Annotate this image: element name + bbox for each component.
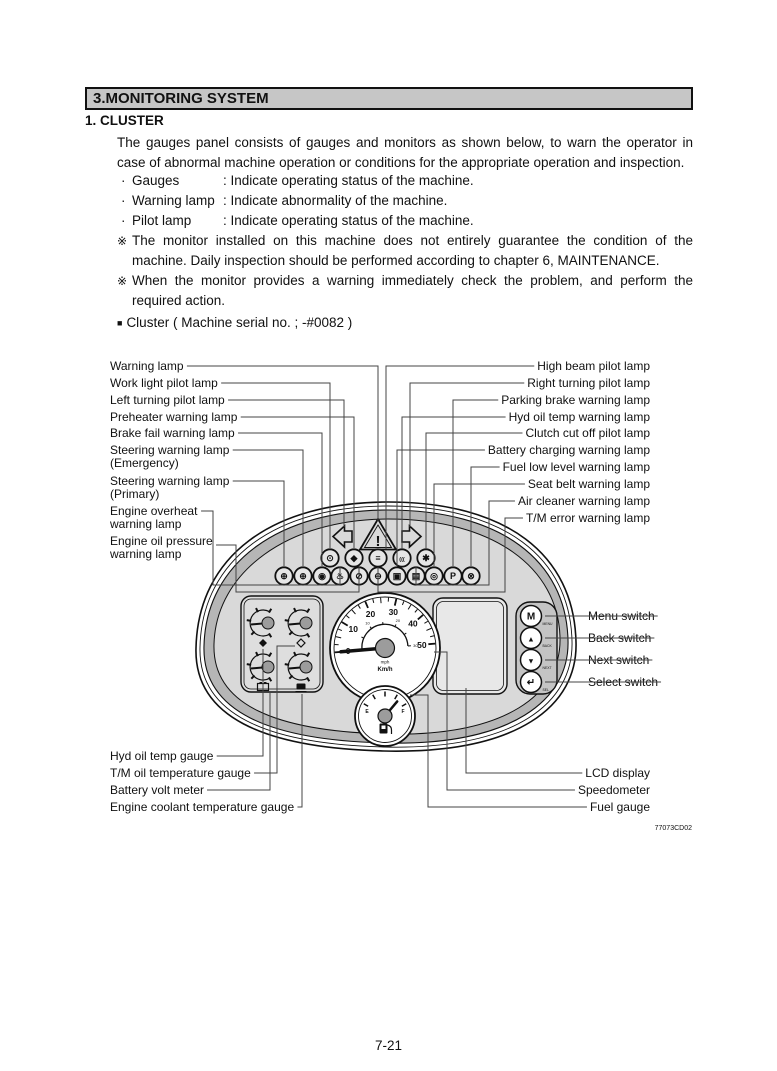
next-switch-label: Next switch [588,653,650,667]
intro-paragraph: The gauges panel consists of gauges and monitors as shown below, to warn the operator in case of abnormal machine operation or conditions for the appropriate operation and inspection. [117,135,693,170]
next-switch-tiny-label: NEXT [542,666,552,670]
speedometer-inner-number: 0 [353,648,356,654]
engine-oil-pressure-warning-icon: ⊘ [355,571,363,581]
warning-triangle-exclamation: ! [375,533,381,550]
lcd-display [433,598,507,694]
back-switch-label: Back switch [588,631,652,645]
menu-switch-glyph: M [526,611,536,623]
speedometer-scale-number: 0 [345,646,351,657]
parking-brake-warning-icon: P [449,571,457,581]
brake-fail-warning-icon: ◉ [318,571,326,581]
clutch-cut-off-pilot-icon: ✱ [422,553,430,563]
reference-mark-icon: ※ [117,274,128,288]
preheater-warning-icon [345,549,362,566]
hyd-oil-temp-warning-lamp-label: Hyd oil temp warning lamp [508,410,650,424]
speedometer-knob [376,639,395,658]
select-switch-tiny-label: SEL [542,688,549,692]
high-beam-pilot-icon [369,549,386,566]
high-beam-pilot-lamp-label: High beam pilot lamp [537,359,650,373]
work-light-pilot-icon: ⊙ [326,553,334,563]
note-item [117,271,693,311]
steering-primary-warning-icon: ⊕ [280,571,288,581]
menu-switch-tiny-label: MENU [542,622,553,626]
battery-charging-warning-icon [388,567,405,584]
battery-volt-meter-label: Battery volt meter [110,783,205,797]
battery-charging-warning-lamp-label: Battery charging warning lamp [487,443,650,457]
bullet-marker: · [121,173,126,188]
speedometer-inner-number: 10 [365,620,370,626]
engine-oil-pressure-label: Engine oil pressure warning lamp [110,534,213,561]
note-item [117,231,693,271]
cluster-caption [117,315,352,330]
battery-charging-warning-icon: ▣ [392,571,402,581]
brake-fail-warning-icon [313,567,330,584]
tm-error-warning-icon: ▤ [411,571,421,581]
section-heading: 1. CLUSTER [85,113,164,128]
page-title-bar [85,87,693,110]
bullet-list [121,171,693,231]
engine-coolant-temperature-gauge-label: Engine coolant temperature gauge [110,800,295,814]
fuel-knob [378,709,392,723]
tick [335,652,342,653]
fuel-empty-letter: E [365,709,369,715]
select-switch-label: Select switch [588,675,659,689]
note-list [117,231,693,311]
bullet-desc: : Indicate abnormality of the machine. [223,193,448,208]
engine-overheat-warning-icon: ♨ [335,571,345,581]
back-switch-glyph: ▲ [527,634,535,644]
preheater-warning-icon: ◆ [350,553,358,563]
speedometer-scale-number: 10 [348,623,359,634]
bullet-term: Warning lamp [132,193,215,208]
page-number: 7-21 [374,1038,403,1053]
bullet-item [121,211,693,231]
reference-mark-icon: ※ [117,234,128,248]
speedometer-inner-number: 30 [413,642,418,648]
hyd-oil-temp-gauge-label: Hyd oil temp gauge [110,749,214,763]
air-cleaner-warning-icon: ◎ [430,571,438,581]
speedometer-scale-number: 40 [408,618,418,629]
fuel-low-level-warning-lamp-label: Fuel low level warning lamp [502,460,650,474]
square-bullet-icon: ■ [117,317,123,328]
t-m-oil-temperature-gauge-label: T/M oil temperature gauge [110,766,251,780]
t-m-error-warning-lamp-label: T/M error warning lamp [525,511,650,525]
seat-belt-warning-icon: ⊖ [374,571,382,581]
speed-unit-mph: mph [380,659,390,665]
right-turning-pilot-lamp-label: Right turning pilot lamp [527,376,650,390]
speedometer-scale-number: 30 [388,606,399,617]
work-light-pilot-icon [321,549,338,566]
bullet-term: Gauges [132,173,180,188]
parking-brake-warning-lamp-label: Parking brake warning lamp [501,393,650,407]
speedometer-scale-number: 20 [365,608,376,619]
bullet-term: Pilot lamp [132,213,192,228]
speedometer-label: Speedometer [577,783,650,797]
speed-unit-kmh: Km/h [377,667,393,673]
high-beam-pilot-icon: ≡ [375,553,381,563]
note-text: The monitor installed on this machine does not entirely guarantee the condition of the machine. Daily inspection should be performed according to chapter 6, MAINTENANCE. [132,233,693,268]
fuel-full-letter: F [401,709,405,715]
next-switch-glyph: ▼ [527,656,535,666]
fuel-gauge-label: Fuel gauge [589,800,650,814]
parking-brake-warning-icon [444,567,461,584]
steering-emergency-warning-icon: ⊕ [299,571,307,581]
bullet-desc: : Indicate operating status of the machine. [223,213,474,228]
glow-coil-icon: ((( [399,557,405,563]
steering-primary-warning-icon [275,567,292,584]
bullet-marker: · [121,213,126,228]
clutch-cut-off-pilot-icon [417,549,434,566]
fuel-low-warning-icon [462,567,479,584]
seat-belt-warning-lamp-label: Seat belt warning lamp [527,477,650,491]
engine-overheat-label: Engine overheat warning lamp [110,504,198,531]
air-cleaner-warning-icon [425,567,442,584]
speedometer-inner-number: 20 [395,617,401,623]
select-switch-glyph: ↵ [526,677,536,689]
bullet-desc: : Indicate operating status of the machine. [223,173,474,188]
left-turning-pilot-lamp-label: Left turning pilot lamp [110,393,225,407]
page-title: 3.MONITORING SYSTEM [93,90,269,107]
steering-warning-lamp-label: Steering warning lamp (Primary) [110,474,230,501]
glow-coil-icon [393,549,410,566]
steering-warning-lamp-label: Steering warning lamp (Emergency) [110,443,230,470]
tick [428,644,435,645]
speedometer-scale-number: 50 [417,639,427,650]
fuel-low-warning-icon: ⊗ [467,571,475,581]
bullet-item [121,171,693,191]
bullet-marker: · [121,193,126,208]
clutch-cut-off-pilot-lamp-label: Clutch cut off pilot lamp [525,426,650,440]
bullet-item [121,191,693,211]
preheater-warning-lamp-label: Preheater warning lamp [110,410,238,424]
steering-emergency-warning-icon [294,567,311,584]
work-light-pilot-lamp-label: Work light pilot lamp [110,376,218,390]
back-switch-tiny-label: BACK [542,644,552,648]
air-cleaner-warning-lamp-label: Air cleaner warning lamp [517,494,650,508]
menu-switch-label: Menu switch [588,609,655,623]
warning-lamp-label: Warning lamp [110,359,184,373]
cluster-figure [0,350,777,850]
brake-fail-warning-lamp-label: Brake fail warning lamp [110,426,235,440]
figure-code: 77073CD02 [654,825,692,832]
note-text: When the monitor provides a warning immediately check the problem, and perform the required action. [132,273,693,308]
lcd-display-label: LCD display [585,766,650,780]
cluster-caption-text: Cluster ( Machine serial no. ; -#0082 ) [126,315,353,330]
